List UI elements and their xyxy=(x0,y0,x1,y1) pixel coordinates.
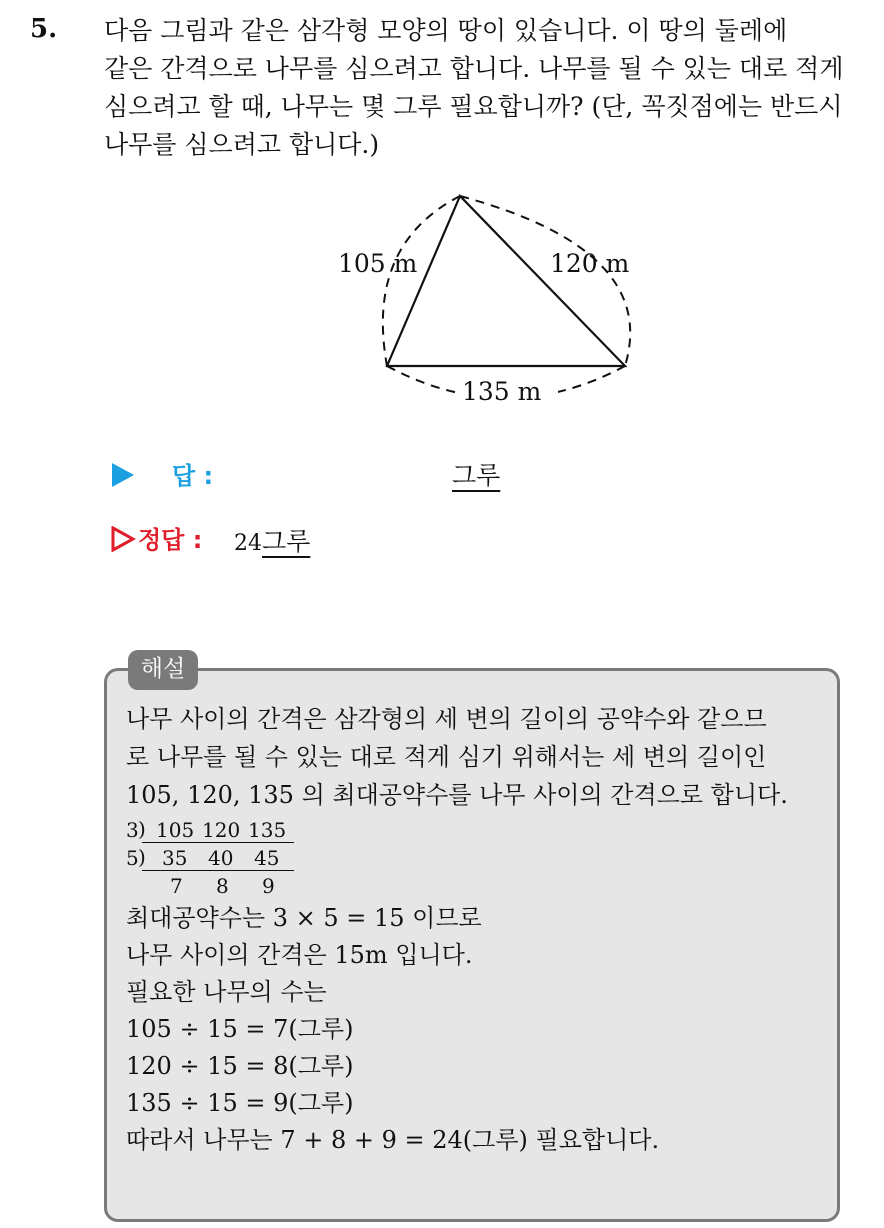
explanation-step: 135 ÷ 15 = 9(그루) xyxy=(126,1089,354,1117)
question-line: 같은 간격으로 나무를 심으려고 합니다. 나무를 될 수 있는 대로 적게 xyxy=(104,54,844,83)
explanation-step: 따라서 나무는 7 + 8 + 9 = 24(그루) 필요합니다. xyxy=(126,1126,660,1154)
division-value: 45 xyxy=(254,846,280,870)
question-number: 5. xyxy=(30,14,58,44)
correct-answer-label: 정답 : xyxy=(138,526,203,554)
triangle-figure xyxy=(320,180,650,420)
explanation-intro-line: 105, 120, 135 의 최대공약수를 나무 사이의 간격으로 합니다. xyxy=(126,781,788,809)
correct-answer-unit: 그루 xyxy=(262,527,311,556)
right-side-label: 120 m xyxy=(550,249,630,278)
explanation-intro-line: 로 나무를 될 수 있는 대로 적게 심기 위해서는 세 변의 길이인 xyxy=(126,743,767,771)
triangle-shape xyxy=(387,196,625,366)
division-value: 8 xyxy=(216,874,229,898)
left-side-label: 105 m xyxy=(338,249,418,278)
division-bracket: ) xyxy=(138,817,146,841)
division-value: 35 xyxy=(162,846,188,870)
explanation-intro-line: 나무 사이의 간격은 삼각형의 세 변의 길이의 공약수와 같으므 xyxy=(126,705,767,733)
division-divisor: 5 xyxy=(126,846,139,870)
question-text xyxy=(104,12,864,164)
question-line: 심으려고 할 때, 나무는 몇 그루 필요합니까? (단, 꼭짓점에는 반드시 xyxy=(104,92,843,121)
explanation-step: 120 ÷ 15 = 8(그루) xyxy=(126,1052,354,1080)
explanation-step: 105 ÷ 15 = 7(그루) xyxy=(126,1015,354,1043)
explanation-step: 필요한 나무의 수는 xyxy=(126,978,327,1006)
division-value: 105 xyxy=(156,818,195,842)
ladder-division xyxy=(126,816,838,898)
explanation-step: 최대공약수는 3 × 5 = 15 이므로 xyxy=(126,904,482,932)
division-value: 120 xyxy=(202,818,241,842)
division-value: 9 xyxy=(262,874,275,898)
division-rule xyxy=(142,870,294,871)
bottom-side-label: 135 m xyxy=(462,377,542,406)
correct-answer-number: 24 xyxy=(234,531,262,556)
question-line: 다음 그림과 같은 삼각형 모양의 땅이 있습니다. 이 땅의 둘레에 xyxy=(104,16,788,45)
correct-answer-value xyxy=(234,522,310,558)
division-value: 135 xyxy=(248,818,287,842)
explanation-step: 나무 사이의 간격은 15m 입니다. xyxy=(126,941,473,969)
explanation-body xyxy=(126,700,838,1159)
answer-label: 답 : xyxy=(172,462,214,490)
division-bracket: ) xyxy=(138,845,146,869)
question-line: 나무를 심으려고 합니다.) xyxy=(104,130,380,159)
division-divisor: 3 xyxy=(126,818,139,842)
answer-unit: 그루 xyxy=(452,461,501,490)
division-value: 7 xyxy=(170,874,183,898)
division-rule xyxy=(142,842,294,843)
explanation-tag: 해설 xyxy=(128,650,198,690)
play-arrow-icon xyxy=(110,462,136,488)
outline-arrow-icon xyxy=(110,526,136,552)
division-value: 40 xyxy=(208,846,234,870)
